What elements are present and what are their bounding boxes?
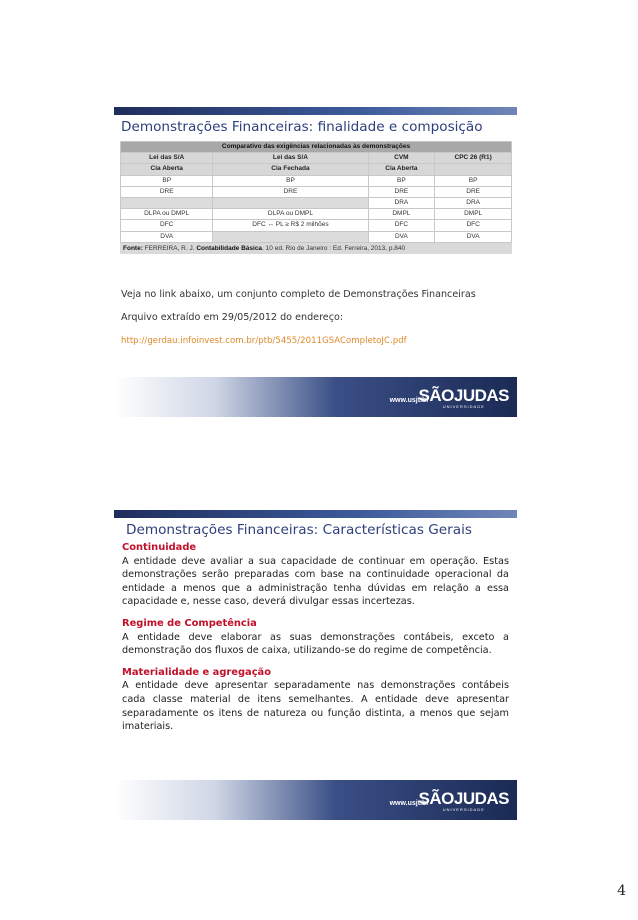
- table-row: [121, 220, 512, 231]
- source-rest: . 10 ed. Rio de Janeiro : Ed. Ferreira, 2013, p.840: [262, 244, 406, 252]
- column-header: CVM: [368, 153, 435, 164]
- table-row: [121, 231, 512, 242]
- comparison-table: [120, 141, 512, 243]
- slide-footer: [114, 780, 517, 820]
- section-heading: Materialidade e agregação: [122, 666, 272, 678]
- source-author: FERREIRA, R. J.: [142, 244, 197, 252]
- table-title: Comparativo das exigências relacionadas às demonstrações: [121, 142, 512, 153]
- column-header: Lei das S/A: [121, 153, 213, 164]
- page-number: 4: [617, 883, 626, 899]
- table-row: [121, 197, 512, 208]
- table-cell: BP: [121, 175, 213, 186]
- column-header: Lei das S/A: [213, 153, 368, 164]
- table-cell-empty: [213, 197, 368, 208]
- table-cell: DRE: [213, 186, 368, 197]
- table-cell: DFC ↔ PL ≥ R$ 2 milhões: [213, 220, 368, 231]
- table-header-row: [121, 153, 512, 164]
- paragraph: Veja no link abaixo, um conjunto completo de Demonstrações Financeiras: [121, 289, 476, 300]
- slide-top-bar: [114, 510, 517, 518]
- table-cell: DRA: [368, 197, 435, 208]
- column-header: Cia Fechada: [213, 164, 368, 175]
- table-cell: DRE: [435, 186, 512, 197]
- university-logo: [419, 790, 509, 812]
- table-cell: DVA: [121, 231, 213, 242]
- table-cell: DLPA ou DMPL: [213, 209, 368, 220]
- section-text: A entidade deve elaborar as suas demonstrações contábeis, exceto a demonstração dos fluxos de caixa, utilizando-se do regime de competência.: [122, 631, 509, 657]
- logo-text: SÃOJUDAS: [418, 789, 509, 808]
- university-logo: [419, 387, 509, 409]
- paragraph: Arquivo extraído em 29/05/2012 do endereço:: [121, 312, 344, 323]
- logo-subtext: UNIVERSIDADE: [442, 807, 485, 812]
- column-header: Cia Aberta: [368, 164, 435, 175]
- footer-url[interactable]: www.usjt.br: [389, 397, 429, 404]
- logo-text: SÃOJUDAS: [418, 386, 509, 405]
- slide-title: Demonstrações Financeiras: Características Gerais: [126, 522, 472, 538]
- column-header: [435, 164, 512, 175]
- table-cell-empty: [121, 197, 213, 208]
- slide-2: [114, 510, 517, 820]
- column-header: CPC 26 (R1): [435, 153, 512, 164]
- table-row: [121, 209, 512, 220]
- section-text: A entidade deve apresentar separadamente nas demonstrações contábeis cada classe material de itens semelhantes. A entidade deve apresentar separadamente os itens de natureza ou função distinta, a menos que sejam imateriais.: [122, 680, 509, 733]
- table-header-row: [121, 164, 512, 175]
- slide-top-bar: [114, 107, 517, 115]
- table-cell: DFC: [121, 220, 213, 231]
- table-cell: DFC: [368, 220, 435, 231]
- source-label: Fonte:: [123, 244, 143, 252]
- table-source: [120, 243, 512, 254]
- comparison-table-block: [120, 141, 512, 254]
- column-header: Cia Aberta: [121, 164, 213, 175]
- slide-footer: [114, 377, 517, 417]
- document-link[interactable]: http://gerdau.infoinvest.com.br/ptb/5455/2011GSACompletoJC.pdf: [121, 336, 407, 346]
- section-heading: Regime de Competência: [122, 617, 257, 629]
- table-cell: DRE: [368, 186, 435, 197]
- table-cell: BP: [368, 175, 435, 186]
- table-cell: DFC: [435, 220, 512, 231]
- table-cell: DVA: [435, 231, 512, 242]
- section-heading: Continuidade: [122, 542, 197, 553]
- slide-2-body: [122, 541, 509, 742]
- footer-url[interactable]: www.usjt.br: [389, 800, 429, 807]
- slide-1-text: [121, 288, 511, 357]
- logo-subtext: UNIVERSIDADE: [442, 404, 485, 409]
- slide-1: [114, 107, 517, 417]
- source-book: Contabilidade Básica: [196, 244, 263, 252]
- table-cell: BP: [435, 175, 512, 186]
- section-text: A entidade deve avaliar a sua capacidade de continuar em operação. Estas demonstrações serão preparadas com base na continuidade operacional da entidade a menos que a administração tenha dúvidas em relação a essa capacidade e, nesse caso, deverá divulgar essas incertezas.: [122, 555, 509, 608]
- table-cell: DRA: [435, 197, 512, 208]
- table-row: [121, 186, 512, 197]
- table-cell-empty: [213, 231, 368, 242]
- table-cell: BP: [213, 175, 368, 186]
- table-cell: DVA: [368, 231, 435, 242]
- table-cell: DRE: [121, 186, 213, 197]
- table-cell: DLPA ou DMPL: [121, 209, 213, 220]
- table-cell: DMPL: [435, 209, 512, 220]
- table-row: [121, 175, 512, 186]
- table-cell: DMPL: [368, 209, 435, 220]
- slide-title: Demonstrações Financeiras: finalidade e composição: [121, 119, 483, 135]
